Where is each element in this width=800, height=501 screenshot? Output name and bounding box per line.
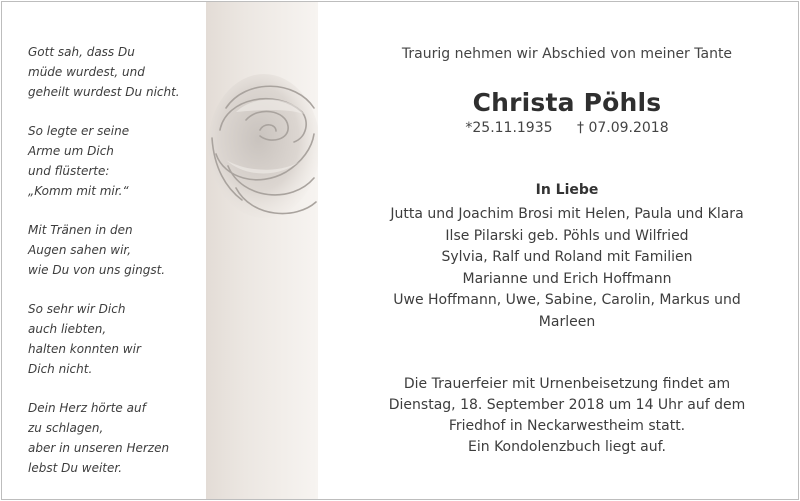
service-line: Ein Kondolenzbuch liegt auf. xyxy=(468,439,666,455)
service-line: Die Trauerfeier mit Urnenbeisetzung findet am xyxy=(403,376,731,392)
poem-line: Dein Herz hörte auf xyxy=(28,401,146,415)
poem-line: Augen sahen wir, xyxy=(28,243,132,257)
poem-stanza xyxy=(28,42,203,102)
poem-line: zu schlagen, xyxy=(28,421,104,435)
family-line: Marianne und Erich Hoffmann xyxy=(462,270,672,287)
service-info xyxy=(352,374,782,458)
poem-line: geheilt wurdest Du nicht. xyxy=(28,85,180,99)
poem-line: Gott sah, dass Du xyxy=(28,45,135,59)
poem xyxy=(28,42,203,497)
family-line: Marleen xyxy=(538,313,596,330)
poem-line: aber in unseren Herzen xyxy=(28,441,170,455)
birth-date: *25.11.1935 xyxy=(465,120,553,136)
poem-stanza xyxy=(28,398,203,478)
poem-line: So legte er seine xyxy=(28,124,130,138)
poem-stanza xyxy=(28,220,203,280)
poem-line: müde wurdest, und xyxy=(28,65,145,79)
family-line: Ilse Pilarski geb. Pöhls und Wilfried xyxy=(445,227,689,244)
decorative-band xyxy=(206,2,318,499)
love-heading: In Liebe xyxy=(535,182,599,198)
deceased-name: Christa Pöhls xyxy=(472,88,662,117)
poem-line: und flüsterte: xyxy=(28,164,110,178)
poem-line: halten konnten wir xyxy=(28,342,141,356)
life-dates xyxy=(352,120,782,136)
poem-line: Dich nicht. xyxy=(28,362,93,376)
rose-icon xyxy=(206,68,318,236)
poem-line: So sehr wir Dich xyxy=(28,302,126,316)
poem-line: Mit Tränen in den xyxy=(28,223,133,237)
death-date: † 07.09.2018 xyxy=(577,120,669,136)
poem-line: „Komm mit mir.“ xyxy=(28,184,129,198)
intro-text: Traurig nehmen wir Abschied von meiner Tante xyxy=(401,46,733,62)
poem-line: wie Du von uns gingst. xyxy=(28,263,166,277)
obituary-notice xyxy=(1,1,799,500)
poem-line: lebst Du weiter. xyxy=(28,461,123,475)
service-line: Friedhof in Neckarwestheim statt. xyxy=(448,418,686,434)
service-line: Dienstag, 18. September 2018 um 14 Uhr auf dem xyxy=(388,397,746,413)
family-line: Uwe Hoffmann, Uwe, Sabine, Carolin, Markus und xyxy=(393,292,741,308)
poem-stanza xyxy=(28,299,203,379)
family-line: Sylvia, Ralf und Roland mit Familien xyxy=(441,249,693,265)
family-line: Jutta und Joachim Brosi mit Helen, Paula und Klara xyxy=(390,206,744,222)
poem-line: Arme um Dich xyxy=(28,144,114,158)
poem-line: auch liebten, xyxy=(28,322,107,336)
family-list xyxy=(352,204,782,333)
poem-stanza xyxy=(28,121,203,201)
